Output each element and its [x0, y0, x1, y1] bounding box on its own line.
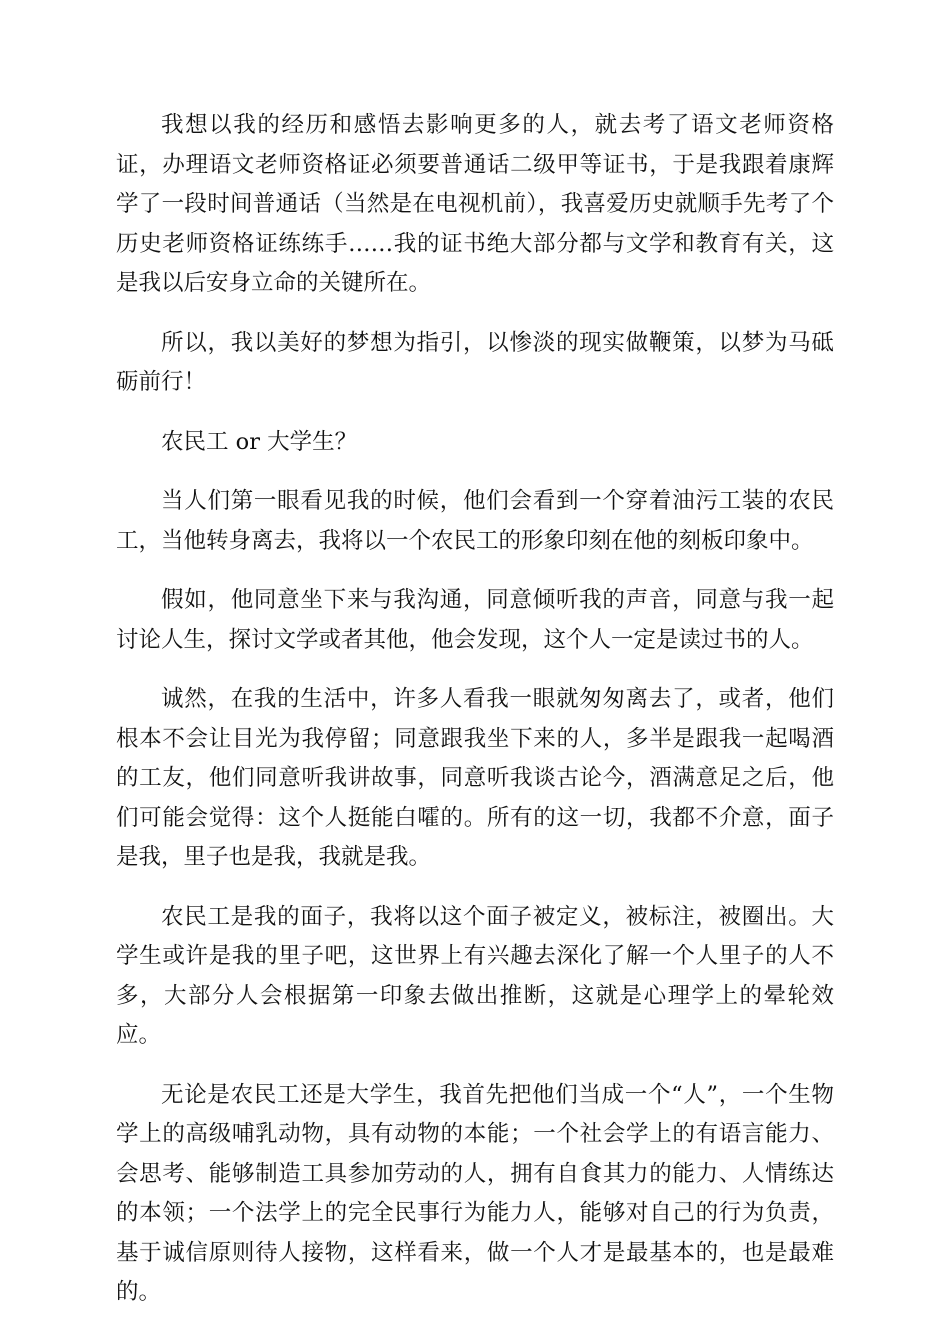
paragraph-life: 诚然，在我的生活中，许多人看我一眼就匆匆离去了，或者，他们根本不会让目光为我停留；同意跟我坐下来的人，多半是跟我一起喝酒的工友，他们同意听我讲故事，同意听我谈古论今，酒满意足之后，他们可能会觉得：这个人挺能白嚯的。所有的这一切，我都不介意，面子是我，里子也是我，我就是我。	[116, 686, 834, 870]
paragraph-dream: 所以，我以美好的梦想为指引，以惨淡的现实做鞭策，以梦为马砥砺前行！	[116, 329, 834, 395]
section-heading: 农民工 or 大学生？	[161, 428, 358, 455]
paragraph-certificates: 我想以我的经历和感悟去影响更多的人，就去考了语文老师资格证，办理语文老师资格证必须要普通话二级甲等证书，于是我跟着康辉学了一段时间普通话（当然是在电视机前），我喜爱历史就顺手先考了个历史老师资格证练练手……我的证书绝大部分都与文学和教育有关，这是我以后安身立命的关键所在。	[116, 112, 834, 296]
paragraph-halo-effect: 农民工是我的面子，我将以这个面子被定义，被标注，被圈出。大学生或许是我的里子吧，这世界上有兴趣去深化了解一个人里子的人不多，大部分人会根据第一印象去做出推断，这就是心理学上的晕轮效应。	[116, 903, 834, 1048]
document-page	[116, 106, 834, 1333]
paragraph-first-impression: 当人们第一眼看见我的时候，他们会看到一个穿着油污工装的农民工，当他转身离去，我将以一个农民工的形象印刻在他的刻板印象中。	[116, 488, 834, 554]
paragraph-conversation: 假如，他同意坐下来与我沟通，同意倾听我的声音，同意与我一起讨论人生，探讨文学或者其他，他会发现，这个人一定是读过书的人。	[116, 587, 834, 653]
paragraph-being-human: 无论是农民工还是大学生，我首先把他们当成一个“人”，一个生物学上的高级哺乳动物，具有动物的本能；一个社会学上的有语言能力、会思考、能够制造工具参加劳动的人，拥有自食其力的能力、人情练达的本领；一个法学上的完全民事行为能力人，能够对自己的行为负责，基于诚信原则待人接物，这样看来，做一个人才是最基本的，也是最难的。	[116, 1081, 834, 1305]
